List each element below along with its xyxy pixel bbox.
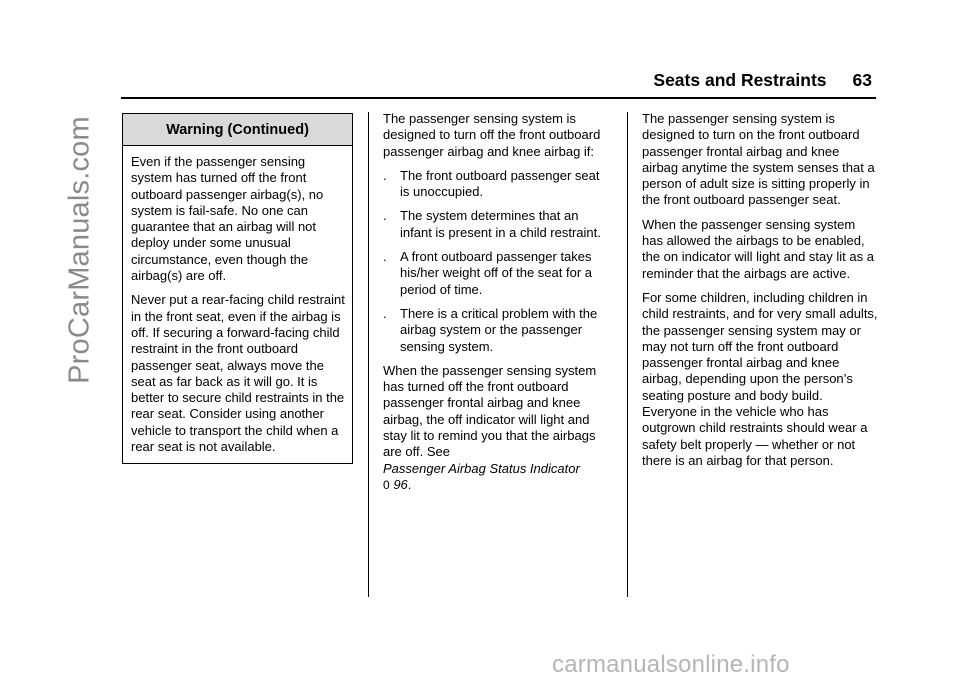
page-reference-icon: 0: [383, 477, 390, 492]
reference-page-number[interactable]: 96: [393, 476, 408, 492]
list-item-text: The system determines that an infant is present in a child restraint.: [400, 208, 601, 240]
reference-link[interactable]: Passenger Airbag Status Indicator: [383, 460, 580, 476]
list-item-text: A front outboard passenger takes his/her weight off of the seat for a period of time.: [400, 249, 592, 297]
warning-title: Warning (Continued): [123, 114, 352, 146]
section-title: Seats and Restraints: [653, 70, 827, 90]
reference-end: .: [407, 476, 412, 492]
warning-body: [123, 146, 352, 463]
bullet-marker: .: [383, 305, 387, 321]
bullet-marker: .: [383, 167, 387, 183]
bullet-marker: .: [383, 249, 387, 265]
column-divider-left: [368, 112, 369, 597]
conditions-list: [383, 168, 611, 355]
body-paragraph: When the passenger sensing system has allowed the airbags to be enabled, the on indicator will light and stay lit as a reminder that the airbags are active.: [642, 216, 874, 281]
page-header: [653, 70, 872, 91]
warning-paragraph: Even if the passenger sensing system has turned off the front outboard passenger airbag(s), no system is fail-safe. No one can guarantee that an airbag will not deploy under some unusual circumstance, even though the airbag(s) are off.: [131, 154, 324, 284]
footer-watermark: carmanualsonline.info: [552, 651, 790, 678]
list-item: [383, 249, 611, 298]
intro-paragraph: The passenger sensing system is designed to turn off the front outboard passenger airbag and knee airbag if:: [383, 111, 601, 159]
closing-paragraph: [383, 363, 611, 493]
side-watermark: ProCarManuals.com: [63, 116, 96, 384]
right-column: [642, 111, 878, 477]
body-paragraph: For some children, including children in child restraints, and for very small adults, the passenger sensing system may or may not turn off the front outboard passenger frontal airbag and knee airbag, depending upon the person’s seating posture and body build. Everyone in the vehicle who has outgrown child restraints should wear a safety belt properly — whether or not there is an airbag for that person.: [642, 289, 878, 468]
list-item: [383, 306, 611, 355]
page-number: 63: [852, 70, 872, 90]
list-item-text: There is a critical problem with the airbag system or the passenger sensing system.: [400, 305, 598, 354]
warning-box: [122, 113, 353, 464]
column-divider-right: [627, 112, 628, 597]
closing-text: When the passenger sensing system has turned off the front outboard passenger frontal airbag and knee airbag, the off indicator will light and stay lit to remind you that the airbags are off. See: [383, 362, 597, 460]
list-item: [383, 208, 611, 241]
list-item: [383, 168, 611, 201]
body-paragraph: The passenger sensing system is designed to turn on the front outboard passenger frontal airbag and knee airbag anytime the system senses that a person of adult size is sitting properly in the front outboard passenger seat.: [642, 111, 875, 208]
middle-column: [383, 111, 611, 501]
list-item-text: The front outboard passenger seat is unoccupied.: [400, 167, 600, 200]
warning-paragraph: Never put a rear-facing child restraint in the front seat, even if the airbag is off. If securing a forward-facing child restraint in the front outboard passenger seat, always move the seat as far back as it will go. It is better to secure child restraints in the rear seat. Consider using another vehicle to transport the child when a rear seat is not available.: [131, 292, 345, 455]
header-rule: [121, 97, 876, 99]
bullet-marker: .: [383, 208, 387, 224]
